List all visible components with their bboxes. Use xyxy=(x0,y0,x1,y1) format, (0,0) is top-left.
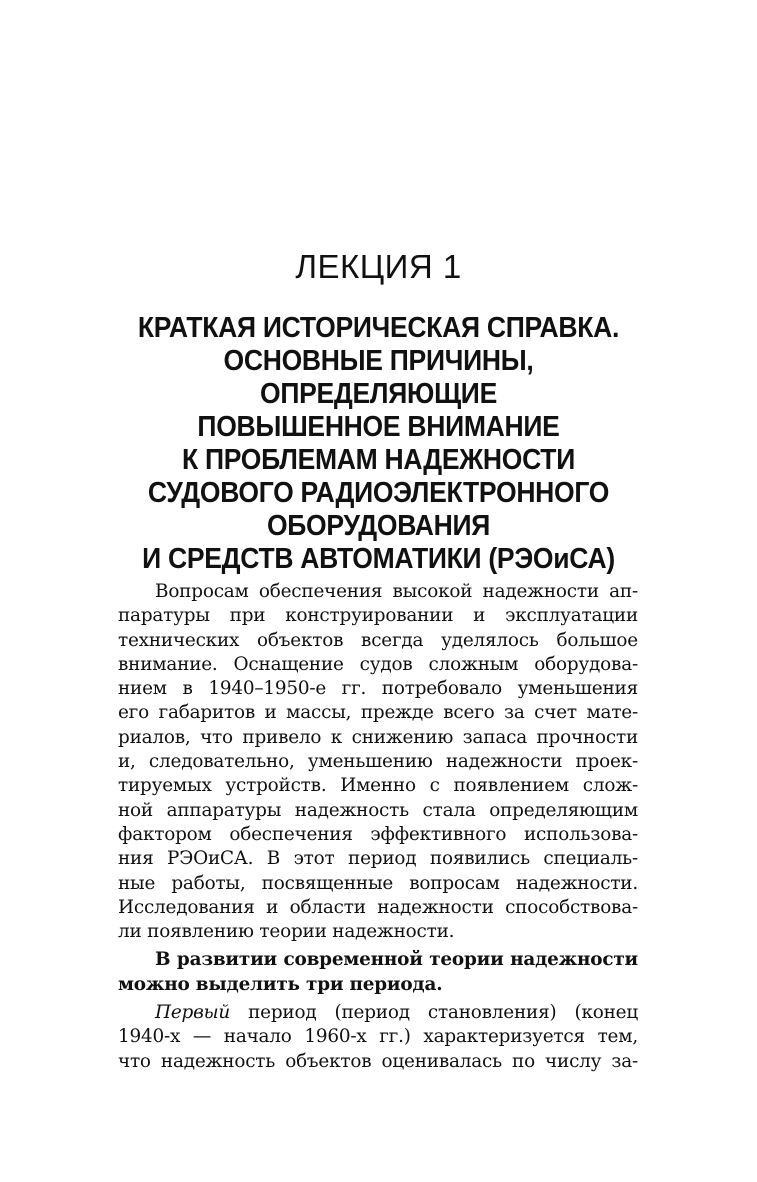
text-line: ные работы, посвященные вопросам надежности. xyxy=(118,872,638,894)
text-line: и, следовательно, уменьшению надежности проек- xyxy=(118,751,638,773)
chapter-title-line: СУДОВОГО РАДИОЭЛЕКТРОННОГО xyxy=(147,477,610,509)
text-line: ния РЭОиСА. В этот период появились специаль- xyxy=(118,848,638,870)
text-line: Вопросам обеспечения высокой надежности ап- xyxy=(155,581,638,602)
paragraph-intro xyxy=(118,580,638,944)
text-line: его габаритов и массы, прежде всего за счет мате- xyxy=(118,702,638,724)
emphasis-word: Первый xyxy=(155,1002,231,1024)
paragraph-periods-heading xyxy=(118,948,638,997)
text-line: что надежность объектов оценивалась по числу за- xyxy=(118,1050,638,1072)
chapter-title-line: ОПРЕДЕЛЯЮЩИЕ xyxy=(260,378,497,410)
text-line: ли появлению теории надежности. xyxy=(118,921,455,943)
text-line: риалов, что привело к снижению запаса прочности xyxy=(118,726,638,748)
text-line: тируемых устройств. Именно с появлением слож- xyxy=(118,775,638,797)
text-line: фактором обеспечения эффективного использова- xyxy=(118,823,638,845)
chapter-title-line: ОСНОВНЫЕ ПРИЧИНЫ, xyxy=(223,345,534,377)
text-line: Исследования и области надежности способствова- xyxy=(118,896,638,918)
text-line: 1940-х — начало 1960-х гг.) характеризуется тем, xyxy=(118,1026,638,1048)
chapter-title xyxy=(115,312,642,576)
body-text xyxy=(118,580,638,1074)
text-line: технических объектов всегда уделялось большое xyxy=(118,629,638,651)
text-line: ной аппаратуры надежность стала определяющим xyxy=(118,799,638,821)
chapter-title-line: К ПРОБЛЕМАМ НАДЕЖНОСТИ xyxy=(181,444,575,476)
chapter-title-line: ПОВЫШЕННОЕ ВНИМАНИЕ xyxy=(197,411,560,443)
text-line: внимание. Оснащение судов сложным оборудова- xyxy=(118,653,638,675)
text-line: можно выделить три периода. xyxy=(118,973,443,995)
lecture-label: ЛЕКЦИЯ 1 xyxy=(295,248,462,285)
chapter-title-line: И СРЕДСТВ АВТОМАТИКИ (РЭОиСА) xyxy=(142,543,615,575)
text-fragment: период (период становления) (конец xyxy=(230,1002,638,1024)
text-line: В развитии современной теории надежности xyxy=(155,949,638,971)
chapter-title-line: ОБОРУДОВАНИЯ xyxy=(266,510,491,542)
chapter-title-line: КРАТКАЯ ИСТОРИЧЕСКАЯ СПРАВКА. xyxy=(137,312,620,344)
text-line xyxy=(118,1001,638,1025)
text-line: паратуры при конструировании и эксплуатации xyxy=(118,605,638,627)
paragraph-first-period xyxy=(118,1001,638,1074)
text-line: нием в 1940–1950-е гг. потребовало уменьшения xyxy=(118,678,638,700)
